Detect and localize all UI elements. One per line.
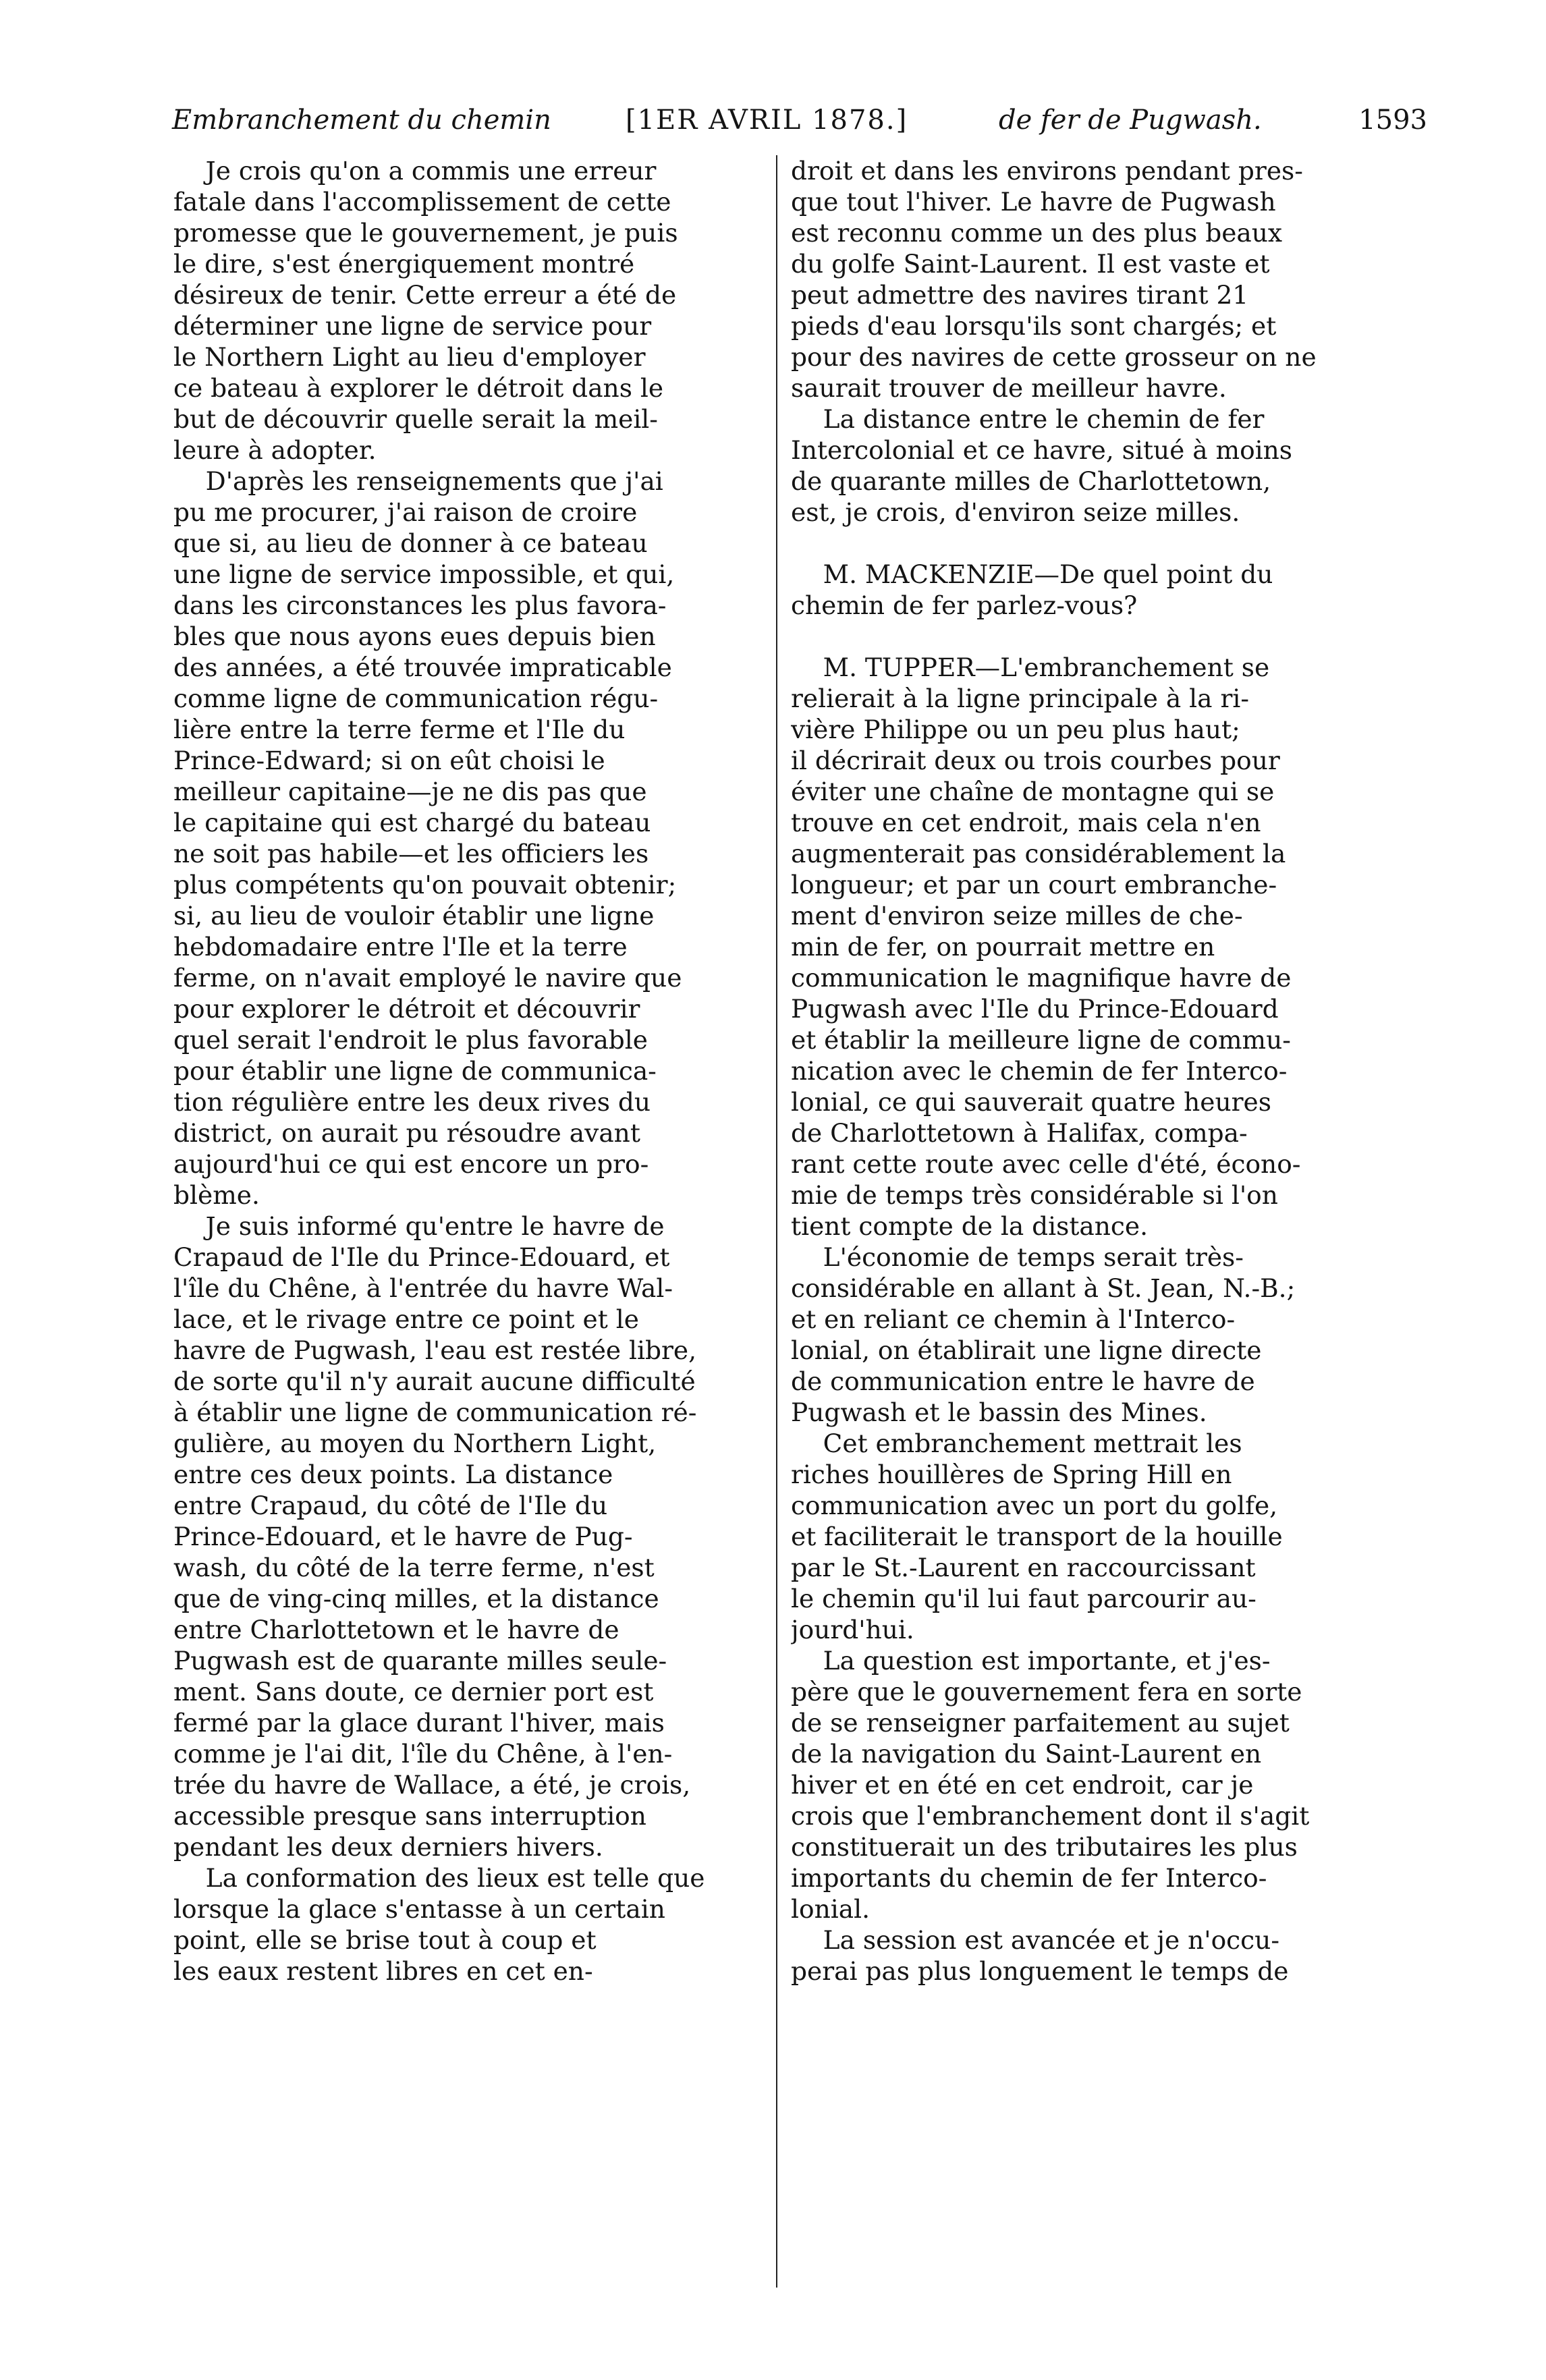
text-line — [791, 621, 1388, 652]
text-line: fermé par la glace durant l'hiver, mais — [173, 1708, 665, 1738]
text-line: pour des navires de cette grosseur on ne — [791, 342, 1317, 372]
text-line: Je suis informé qu'entre le havre de — [173, 1211, 665, 1241]
text-line: ment d'environ seize milles de che- — [791, 901, 1243, 931]
text-line: que de ving-cinq milles, et la distance — [173, 1584, 659, 1613]
text-line: importants du chemin de fer Interco- — [791, 1863, 1267, 1893]
text-line: déterminer une ligne de service pour — [173, 311, 652, 341]
text-line: droit et dans les environs pendant pres- — [791, 156, 1303, 186]
text-line: pu me procurer, j'ai raison de croire — [173, 497, 638, 527]
left-column — [173, 155, 766, 1987]
text-line: Pugwash et le bassin des Mines. — [791, 1397, 1207, 1427]
text-line: est reconnu comme un des plus beaux — [791, 218, 1283, 248]
text-line: tion régulière entre les deux rives du — [173, 1087, 651, 1117]
text-line: éviter une chaîne de montagne qui se — [791, 777, 1275, 806]
text-line: hebdomadaire entre l'Ile et la terre — [173, 932, 628, 962]
text-line: les eaux restent libres en cet en- — [173, 1956, 593, 1986]
text-line: de la navigation du Saint-Laurent en — [791, 1739, 1262, 1769]
text-line: de se renseigner parfaitement au sujet — [791, 1708, 1290, 1738]
text-line: longueur; et par un court embranche- — [791, 870, 1277, 900]
header-date: [1ER AVRIL 1878.] — [626, 105, 908, 136]
text-line: par le St.-Laurent en raccourcissant — [791, 1553, 1256, 1582]
text-line: ce bateau à explorer le détroit dans le — [173, 373, 664, 403]
text-line: D'après les renseignements que j'ai — [173, 466, 663, 496]
text-line: Pugwash avec l'Ile du Prince-Edouard — [791, 994, 1279, 1024]
text-line: M. MACKENZIE—De quel point du — [791, 559, 1273, 589]
text-line: entre Crapaud, du côté de l'Ile du — [173, 1491, 608, 1520]
text-line: Pugwash est de quarante milles seule- — [173, 1646, 667, 1676]
text-line: accessible presque sans interruption — [173, 1801, 646, 1831]
page-header — [172, 93, 1427, 147]
text-line: Intercolonial et ce havre, situé à moins — [791, 435, 1293, 465]
text-line: point, elle se brise tout à coup et — [173, 1925, 597, 1955]
text-line: pendant les deux derniers hivers. — [173, 1832, 603, 1862]
text-line: min de fer, on pourrait mettre en — [791, 932, 1215, 962]
text-line: quel serait l'endroit le plus favorable — [173, 1025, 648, 1055]
text-line: considérable en allant à St. Jean, N.-B.; — [791, 1273, 1296, 1303]
text-line: de Charlottetown à Halifax, compa- — [791, 1118, 1248, 1148]
text-line: La session est avancée et je n'occu- — [791, 1925, 1279, 1955]
text-line: La distance entre le chemin de fer — [791, 404, 1265, 434]
text-line: père que le gouvernement fera en sorte — [791, 1677, 1302, 1707]
text-line: de quarante milles de Charlottetown, — [791, 466, 1271, 496]
column-divider — [776, 155, 777, 2288]
header-right-title: de fer de Pugwash. — [999, 105, 1262, 136]
text-line: La question est importante, et j'es- — [791, 1646, 1271, 1676]
text-line: lière entre la terre ferme et l'Ile du — [173, 715, 626, 744]
text-line: lonial, ce qui sauverait quatre heures — [791, 1087, 1271, 1117]
text-line: Crapaud de l'Ile du Prince-Edouard, et — [173, 1242, 670, 1272]
text-line: hiver et en été en cet endroit, car je — [791, 1770, 1254, 1800]
text-line: de sorte qu'il n'y aurait aucune difficulté — [173, 1366, 696, 1396]
text-line: Je crois qu'on a commis une erreur — [173, 156, 657, 186]
text-line: à établir une ligne de communication ré- — [173, 1397, 697, 1427]
text-line: que si, au lieu de donner à ce bateau — [173, 528, 648, 558]
text-line: dans les circonstances les plus favora- — [173, 590, 667, 620]
page-number: 1593 — [1358, 105, 1427, 136]
text-line: désireux de tenir. Cette erreur a été de — [173, 280, 677, 310]
text-line: entre ces deux points. La distance — [173, 1460, 613, 1489]
text-line: wash, du côté de la terre ferme, n'est — [173, 1553, 655, 1582]
text-line: saurait trouver de meilleur havre. — [791, 373, 1227, 403]
text-line: le Northern Light au lieu d'employer — [173, 342, 646, 372]
text-line: comme je l'ai dit, l'île du Chêne, à l'en- — [173, 1739, 673, 1769]
text-line: perai pas plus longuement le temps de — [791, 1956, 1289, 1986]
text-line: et en reliant ce chemin à l'Interco- — [791, 1304, 1236, 1334]
text-line: entre Charlottetown et le havre de — [173, 1615, 619, 1644]
text-line: pour explorer le détroit et découvrir — [173, 994, 640, 1024]
text-line: gulière, au moyen du Northern Light, — [173, 1429, 657, 1458]
text-line: mie de temps très considérable si l'on — [791, 1180, 1278, 1210]
text-line: blème. — [173, 1180, 260, 1210]
text-line: riches houillères de Spring Hill en — [791, 1460, 1232, 1489]
text-line: Cet embranchement mettrait les — [791, 1429, 1242, 1458]
text-line: lonial. — [791, 1894, 870, 1924]
text-line: district, on aurait pu résoudre avant — [173, 1118, 640, 1148]
text-line: rant cette route avec celle d'été, écono- — [791, 1149, 1301, 1179]
text-line: pieds d'eau lorsqu'ils sont chargés; et — [791, 311, 1277, 341]
text-line: pour établir une ligne de communica- — [173, 1056, 657, 1086]
text-line: comme ligne de communication régu- — [173, 684, 659, 713]
text-line: promesse que le gouvernement, je puis — [173, 218, 678, 248]
text-line: trée du havre de Wallace, a été, je crois, — [173, 1770, 691, 1800]
text-line: est, je crois, d'environ seize milles. — [791, 497, 1240, 527]
text-line: meilleur capitaine—je ne dis pas que — [173, 777, 647, 806]
text-line: il décrirait deux ou trois courbes pour — [791, 746, 1280, 775]
text-line: que tout l'hiver. Le havre de Pugwash — [791, 187, 1276, 217]
text-line: lorsque la glace s'entasse à un certain — [173, 1894, 665, 1924]
text-line: aujourd'hui ce qui est encore un pro- — [173, 1149, 649, 1179]
text-line: du golfe Saint-Laurent. Il est vaste et — [791, 249, 1270, 279]
text-line: le dire, s'est énergiquement montré — [173, 249, 635, 279]
text-line: communication avec un port du golfe, — [791, 1491, 1278, 1520]
text-line: si, au lieu de vouloir établir une ligne — [173, 901, 655, 931]
text-line: but de découvrir quelle serait la meil- — [173, 404, 658, 434]
text-line: communication le magnifique havre de — [791, 963, 1292, 993]
text-line: tient compte de la distance. — [791, 1211, 1149, 1241]
text-line: ne soit pas habile—et les officiers les — [173, 839, 649, 868]
text-line: jourd'hui. — [791, 1615, 914, 1644]
text-line: le capitaine qui est chargé du bateau — [173, 808, 651, 837]
text-line: plus compétents qu'on pouvait obtenir; — [173, 870, 677, 900]
text-line: et faciliterait le transport de la houille — [791, 1522, 1283, 1551]
text-line: fatale dans l'accomplissement de cette — [173, 187, 671, 217]
text-line: lonial, on établirait une ligne directe — [791, 1335, 1262, 1365]
right-column — [791, 155, 1388, 1987]
text-line: havre de Pugwash, l'eau est restée libre, — [173, 1335, 697, 1365]
text-line: crois que l'embranchement dont il s'agit — [791, 1801, 1310, 1831]
text-line: l'île du Chêne, à l'entrée du havre Wal- — [173, 1273, 673, 1303]
text-line: vière Philippe ou un peu plus haut; — [791, 715, 1240, 744]
text-line: le chemin qu'il lui faut parcourir au- — [791, 1584, 1257, 1613]
text-line: une ligne de service impossible, et qui, — [173, 559, 675, 589]
text-line: L'économie de temps serait très- — [791, 1242, 1244, 1272]
text-line — [791, 528, 1388, 559]
text-line: relierait à la ligne principale à la ri- — [791, 684, 1250, 713]
text-line: Prince-Edouard, et le havre de Pug- — [173, 1522, 633, 1551]
text-line: des années, a été trouvée impraticable — [173, 653, 672, 682]
text-line: trouve en cet endroit, mais cela n'en — [791, 808, 1261, 837]
text-line: La conformation des lieux est telle que — [173, 1863, 705, 1893]
text-line: peut admettre des navires tirant 21 — [791, 280, 1249, 310]
text-line: et établir la meilleure ligne de commu- — [791, 1025, 1291, 1055]
text-line: Prince-Edward; si on eût choisi le — [173, 746, 605, 775]
text-line: bles que nous ayons eues depuis bien — [173, 621, 656, 651]
header-left-title: Embranchement du chemin — [172, 105, 551, 136]
text-line: leure à adopter. — [173, 435, 377, 465]
text-line: chemin de fer parlez-vous? — [791, 590, 1138, 620]
text-line: constituerait un des tributaires les plus — [791, 1832, 1298, 1862]
text-line: de communication entre le havre de — [791, 1366, 1255, 1396]
text-line: nication avec le chemin de fer Interco- — [791, 1056, 1288, 1086]
text-line: ment. Sans doute, ce dernier port est — [173, 1677, 654, 1707]
text-line: augmenterait pas considérablement la — [791, 839, 1286, 868]
text-line: ferme, on n'avait employé le navire que — [173, 963, 682, 993]
text-line: M. TUPPER—L'embranchement se — [791, 653, 1270, 682]
text-line: lace, et le rivage entre ce point et le — [173, 1304, 639, 1334]
